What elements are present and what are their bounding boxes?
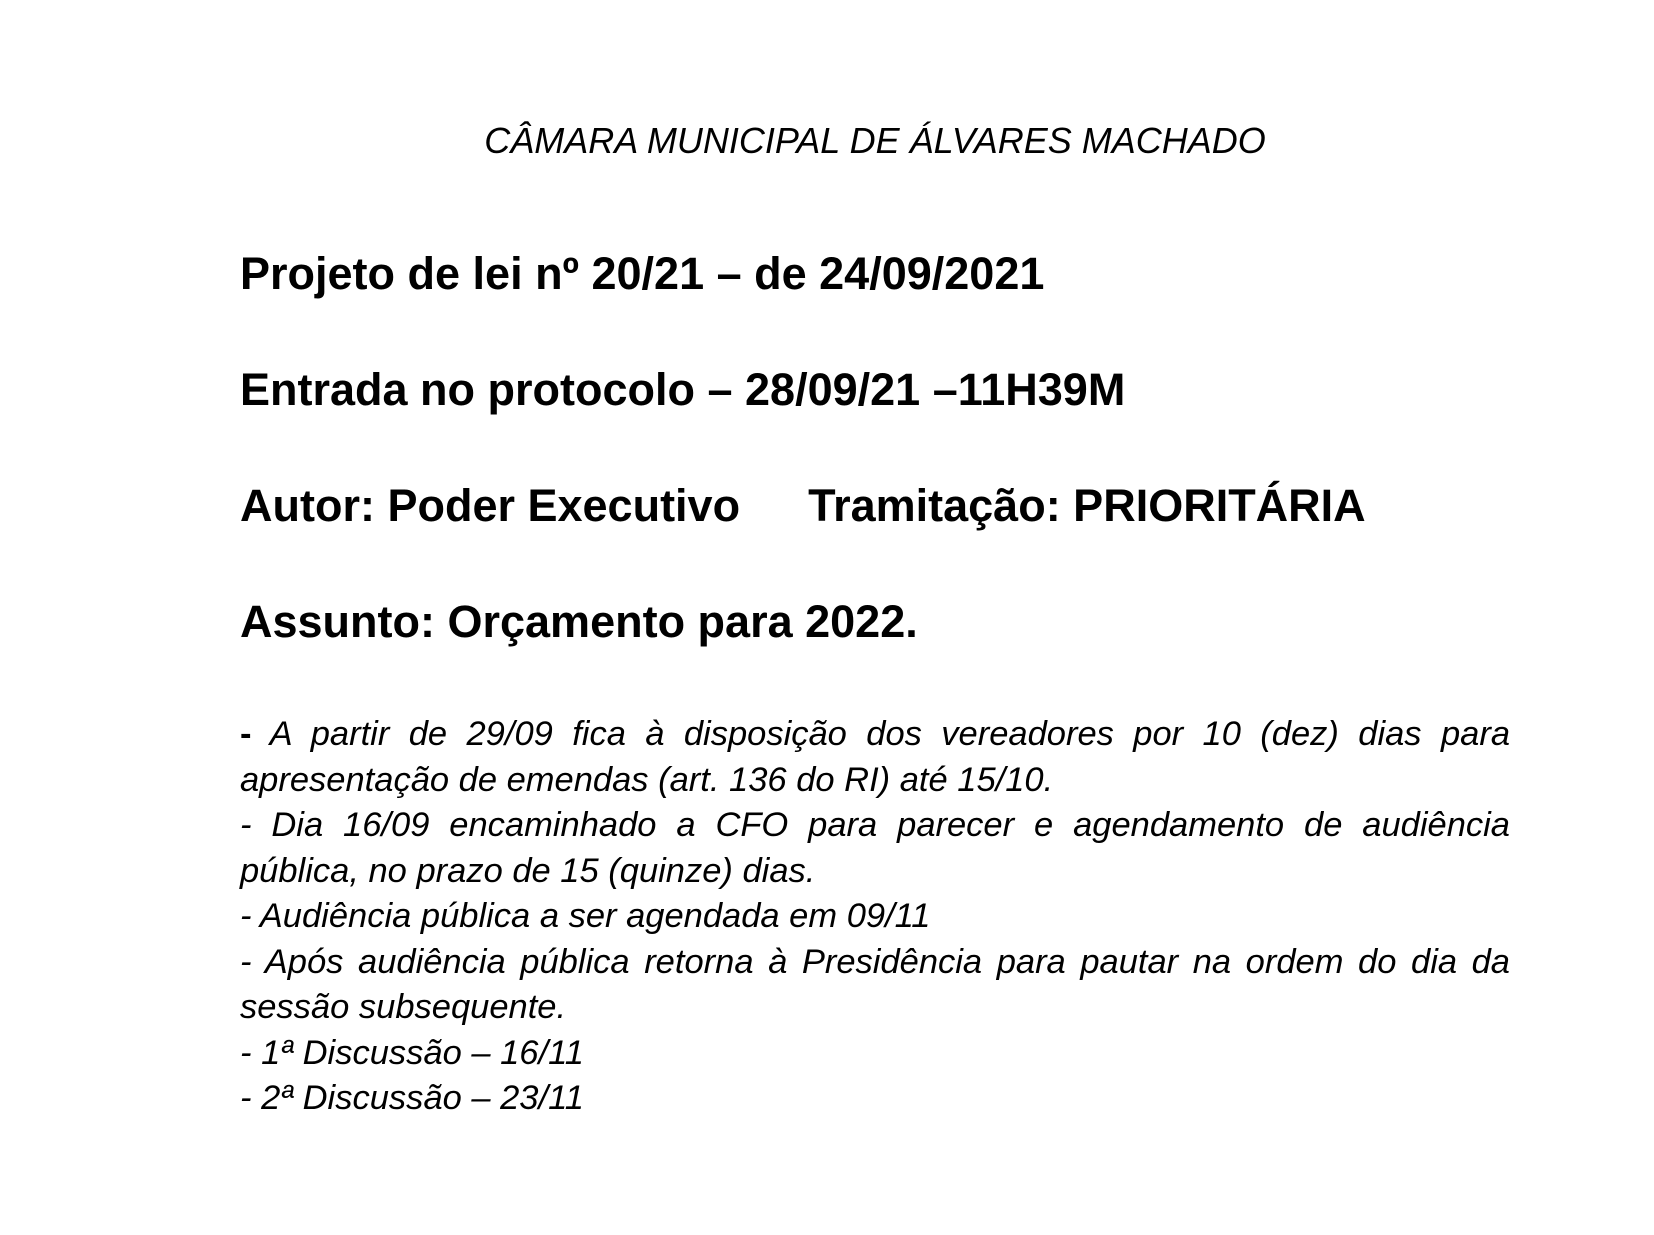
note-item: - Após audiência pública retorna à Presidência para pautar na ordem do dia da sessão subsequente. (240, 942, 1510, 1026)
note-text: A partir de 29/09 fica à disposição dos vereadores por 10 (dez) dias para apresentação de emendas (art. 136 do RI) até 15/10. (240, 715, 1510, 799)
document-header: CÂMARA MUNICIPAL DE ÁLVARES MACHADO (484, 120, 1266, 161)
subject-line: Assunto: Orçamento para 2022. (240, 596, 918, 647)
note-item (240, 712, 1510, 803)
tramitacao-text: Tramitação: PRIORITÁRIA (808, 480, 1366, 531)
author-text: Autor: Poder Executivo (240, 480, 741, 531)
author-tramitacao-line (240, 480, 1520, 532)
notes-list (240, 712, 1510, 1122)
note-dash: - (240, 715, 252, 753)
note-item: - Audiência pública a ser agendada em 09/11 (240, 897, 931, 935)
note-item: - Dia 16/09 encaminhado a CFO para parecer e agendamento de audiência pública, no prazo de 15 (quinze) dias. (240, 806, 1510, 890)
project-line: Projeto de lei nº 20/21 – de 24/09/2021 (240, 248, 1045, 299)
document-headings (240, 248, 1520, 712)
protocol-line: Entrada no protocolo – 28/09/21 –11H39M (240, 364, 1126, 415)
note-item: - 1ª Discussão – 16/11 (240, 1033, 584, 1072)
note-item: - 2ª Discussão – 23/11 (240, 1079, 584, 1117)
